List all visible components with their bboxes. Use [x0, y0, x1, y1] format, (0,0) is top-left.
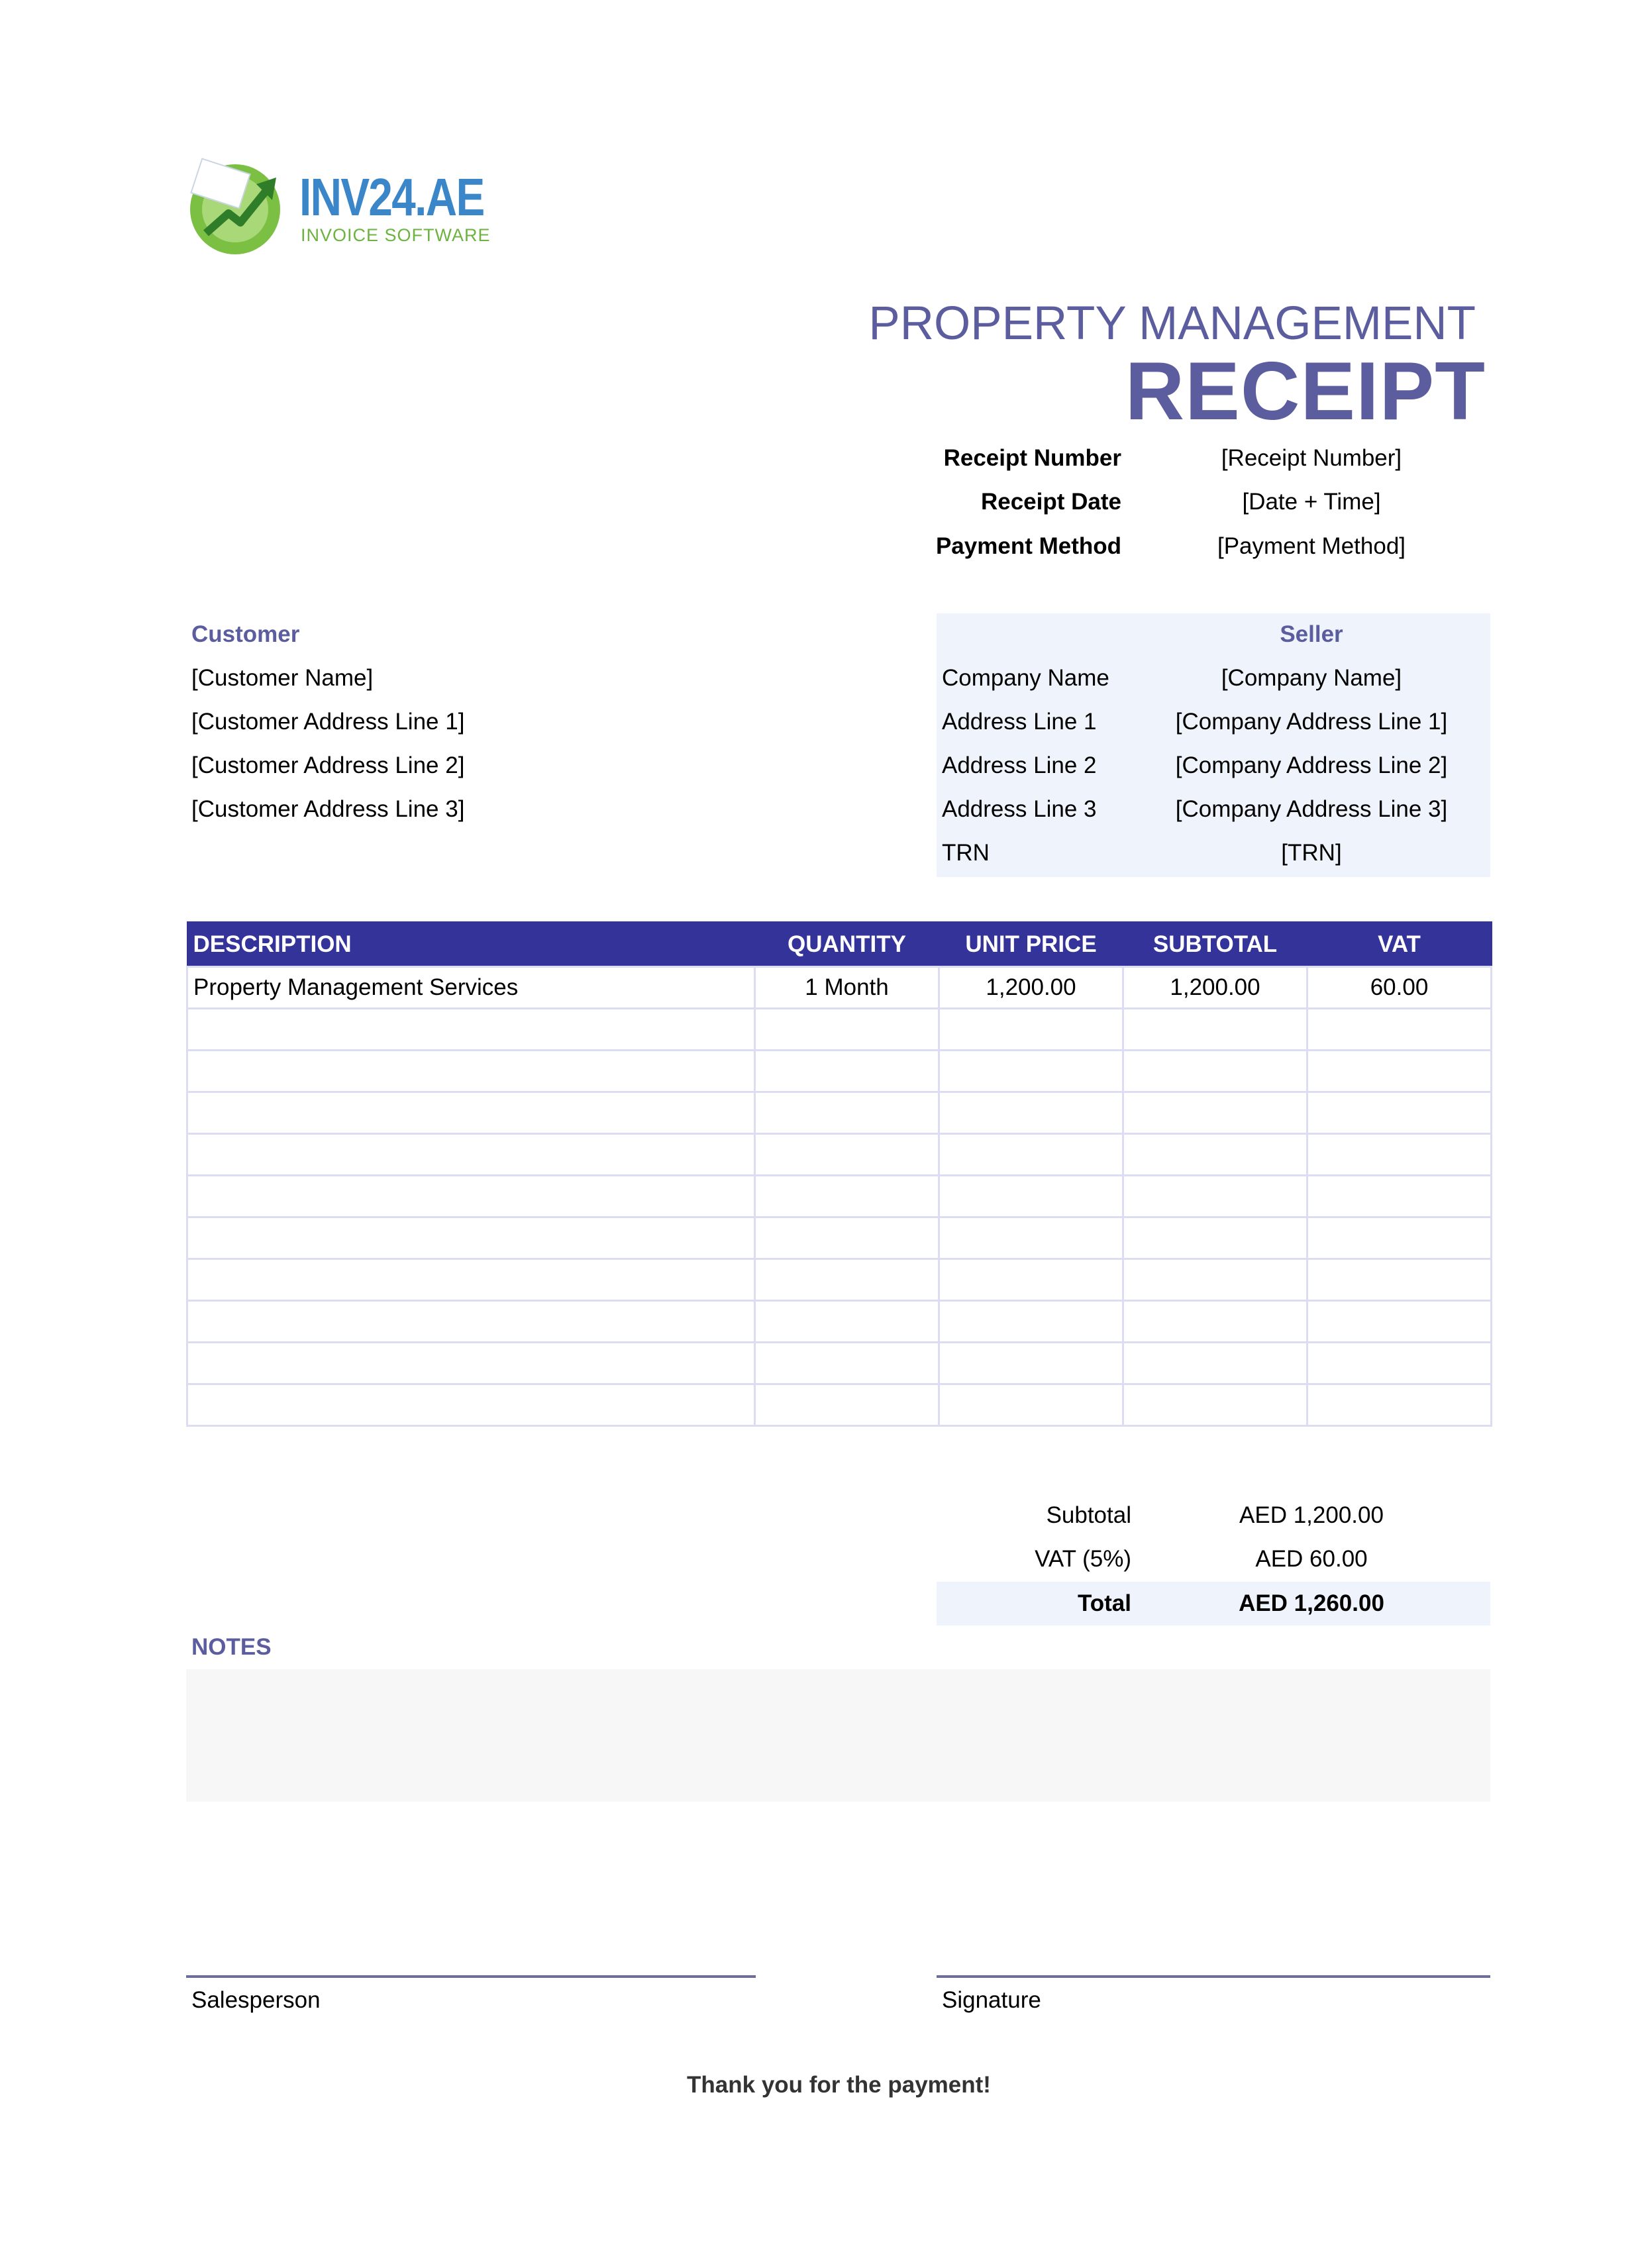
table-cell: [187, 1134, 755, 1176]
payment-method-value: [Payment Method]: [1217, 533, 1406, 559]
customer-address-line-2: [Customer Address Line 2]: [191, 752, 465, 778]
table-cell: [939, 1051, 1123, 1092]
total-label: Total: [1077, 1590, 1131, 1616]
table-cell: [1123, 1009, 1307, 1051]
table-cell: [939, 1217, 1123, 1259]
table-row: [187, 967, 1492, 1009]
item-quantity: 1 Month: [755, 967, 939, 1009]
table-cell: [1307, 1343, 1492, 1384]
table-header-row: [187, 922, 1492, 967]
table-cell: [1307, 1009, 1492, 1051]
signature-line: [937, 1975, 1490, 1978]
seller-panel: [937, 613, 1490, 877]
table-cell: [755, 1343, 939, 1384]
table-cell: [187, 1009, 755, 1051]
logo-icon: [187, 154, 293, 260]
seller-heading: Seller: [1280, 621, 1343, 647]
table-cell: [1307, 1092, 1492, 1134]
salesperson-line: [186, 1975, 756, 1978]
table-cell: [1307, 1134, 1492, 1176]
table-cell: [1123, 1301, 1307, 1343]
table-cell: [939, 1384, 1123, 1426]
table-cell: [939, 1092, 1123, 1134]
seller-trn-label: TRN: [942, 840, 990, 866]
column-header-unit-price: UNIT PRICE: [939, 922, 1123, 967]
item-subtotal: 1,200.00: [1123, 967, 1307, 1009]
table-row: [187, 1217, 1492, 1259]
table-cell: [755, 1176, 939, 1217]
document-title: RECEIPT: [1125, 346, 1486, 437]
column-header-subtotal: SUBTOTAL: [1123, 922, 1307, 967]
table-cell: [1123, 1176, 1307, 1217]
table-cell: [755, 1259, 939, 1301]
table-cell: [939, 1301, 1123, 1343]
table-cell: [939, 1134, 1123, 1176]
table-cell: [1307, 1176, 1492, 1217]
logo-name: INV24.AE: [299, 168, 484, 227]
item-vat: 60.00: [1307, 967, 1492, 1009]
table-cell: [1123, 1217, 1307, 1259]
table-cell: [187, 1051, 755, 1092]
seller-address-3-value: [Company Address Line 3]: [1175, 796, 1448, 822]
item-description: Property Management Services: [187, 967, 755, 1009]
notes-area: [186, 1669, 1490, 1802]
customer-heading: Customer: [191, 621, 300, 647]
table-cell: [1123, 1384, 1307, 1426]
table-cell: [755, 1051, 939, 1092]
seller-address-1-label: Address Line 1: [942, 709, 1097, 735]
table-cell: [1307, 1051, 1492, 1092]
seller-company-name-value: [Company Name]: [1221, 665, 1402, 691]
receipt-date-value: [Date + Time]: [1242, 489, 1381, 515]
table-cell: [1123, 1259, 1307, 1301]
subtotal-label: Subtotal: [1046, 1502, 1131, 1528]
table-cell: [187, 1176, 755, 1217]
table-row: [187, 1092, 1492, 1134]
vat-label: VAT (5%): [1035, 1546, 1131, 1572]
table-cell: [755, 1301, 939, 1343]
notes-heading: NOTES: [191, 1634, 272, 1660]
salesperson-label: Salesperson: [191, 1987, 321, 2013]
document-subtitle: PROPERTY MANAGEMENT: [868, 297, 1476, 350]
total-value: AED 1,260.00: [1239, 1590, 1384, 1616]
customer-address-line-1: [Customer Address Line 1]: [191, 709, 465, 735]
table-cell: [187, 1092, 755, 1134]
table-cell: [187, 1384, 755, 1426]
table-row: [187, 1051, 1492, 1092]
table-cell: [939, 1343, 1123, 1384]
receipt-date-label: Receipt Date: [980, 489, 1121, 515]
payment-method-label: Payment Method: [935, 533, 1121, 559]
table-row: [187, 1384, 1492, 1426]
customer-name: [Customer Name]: [191, 665, 374, 691]
table-row: [187, 1134, 1492, 1176]
table-cell: [1307, 1301, 1492, 1343]
seller-address-1-value: [Company Address Line 1]: [1175, 709, 1448, 735]
table-row: [187, 1009, 1492, 1051]
table-cell: [187, 1343, 755, 1384]
seller-address-2-label: Address Line 2: [942, 752, 1097, 778]
table-cell: [1307, 1384, 1492, 1426]
subtotal-value: AED 1,200.00: [1239, 1502, 1384, 1528]
table-cell: [187, 1259, 755, 1301]
table-cell: [755, 1092, 939, 1134]
logo-tagline: INVOICE SOFTWARE: [301, 225, 491, 245]
table-cell: [1307, 1217, 1492, 1259]
table-cell: [755, 1384, 939, 1426]
seller-address-3-label: Address Line 3: [942, 796, 1097, 822]
table-cell: [187, 1217, 755, 1259]
column-header-vat: VAT: [1307, 922, 1492, 967]
table-cell: [939, 1176, 1123, 1217]
table-cell: [187, 1301, 755, 1343]
table-row: [187, 1343, 1492, 1384]
customer-address-line-3: [Customer Address Line 3]: [191, 796, 465, 822]
table-cell: [755, 1009, 939, 1051]
table-cell: [1307, 1259, 1492, 1301]
vat-value: AED 60.00: [1255, 1546, 1368, 1572]
column-header-quantity: QUANTITY: [755, 922, 939, 967]
seller-trn-value: [TRN]: [1281, 840, 1342, 866]
signature-label: Signature: [942, 1987, 1041, 2013]
seller-company-name-label: Company Name: [942, 665, 1109, 691]
receipt-number-value: [Receipt Number]: [1221, 445, 1402, 471]
table-cell: [755, 1134, 939, 1176]
table-row: [187, 1176, 1492, 1217]
table-row: [187, 1259, 1492, 1301]
table-row: [187, 1301, 1492, 1343]
table-cell: [755, 1217, 939, 1259]
table-cell: [1123, 1051, 1307, 1092]
thank-you-message: Thank you for the payment!: [687, 2072, 991, 2098]
table-cell: [1123, 1134, 1307, 1176]
seller-address-2-value: [Company Address Line 2]: [1175, 752, 1448, 778]
table-cell: [939, 1009, 1123, 1051]
table-cell: [1123, 1343, 1307, 1384]
column-header-description: DESCRIPTION: [187, 922, 755, 967]
line-items-table: [186, 921, 1492, 1427]
item-unit-price: 1,200.00: [939, 967, 1123, 1009]
table-cell: [1123, 1092, 1307, 1134]
table-cell: [939, 1259, 1123, 1301]
receipt-number-label: Receipt Number: [943, 445, 1121, 471]
